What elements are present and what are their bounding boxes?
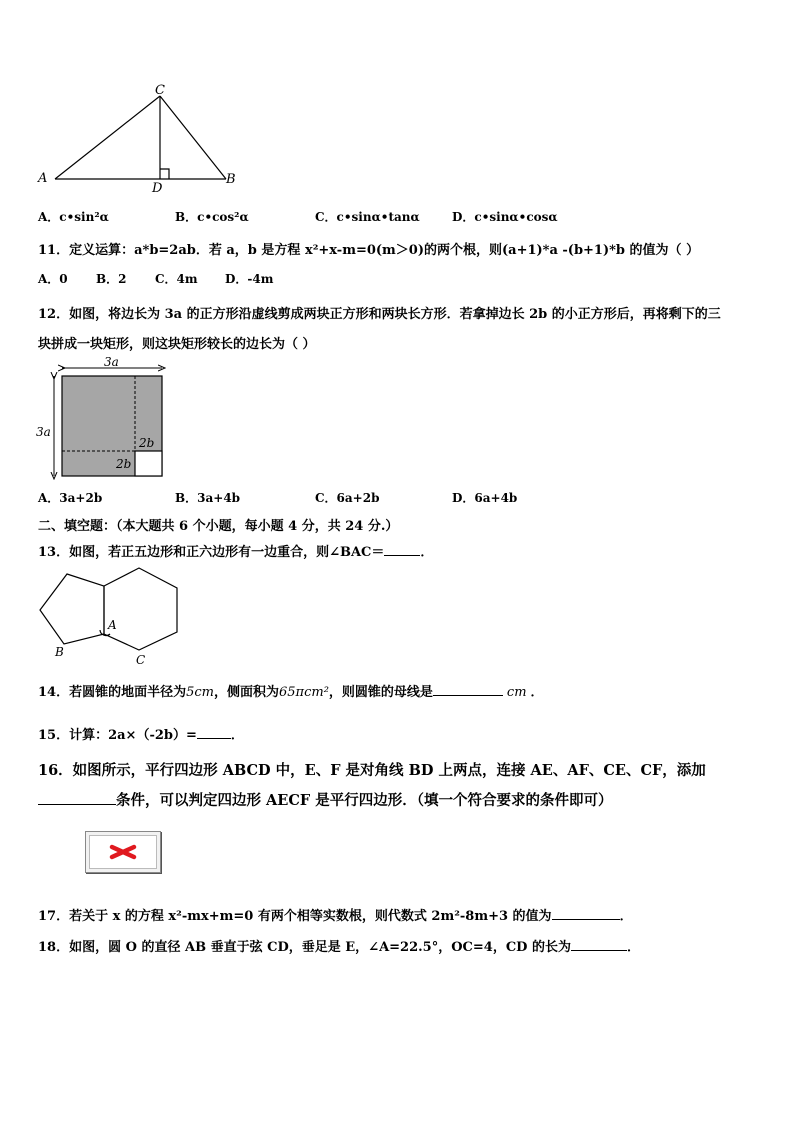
- inner-bottom-label: 2b: [116, 457, 132, 471]
- choice-c[interactable]: C．c•sinα•tanα: [315, 210, 420, 224]
- section-heading: 二、填空题：（本大题共 6 个小题，每小题 4 分，共 24 分.）: [38, 519, 399, 534]
- choice-a[interactable]: A．3a+2b: [38, 491, 103, 505]
- choice-d[interactable]: D．c•sinα•cosα: [452, 210, 558, 224]
- q16-text: 条件，可以判定四边形 AECF 是平行四边形．（填一个符合要求的条件即可）: [116, 792, 613, 809]
- choice-c[interactable]: C．6a+2b: [315, 491, 380, 505]
- label-B: B: [55, 645, 64, 659]
- q12-line2: 块拼成一块矩形，则这块矩形较长的边长为（ ）: [38, 337, 316, 352]
- q14-line: [38, 681, 544, 700]
- answer-blank[interactable]: [433, 683, 503, 696]
- answer-blank[interactable]: [571, 938, 627, 951]
- choice-a[interactable]: A．c•sin²α: [38, 210, 109, 224]
- choice-b[interactable]: B．3a+4b: [175, 491, 241, 505]
- choice-a[interactable]: A．0: [38, 272, 68, 286]
- q15-text: 15．计算：2a×（-2b）=: [38, 728, 197, 743]
- q11-text: 11．定义运算：a*b=2ab．若 a，b 是方程 x²+x-m=0(m＞0)的两个根，则(a+1)*a -(b+1)*b 的值为（ ）: [38, 243, 700, 258]
- label-B: B: [226, 172, 236, 187]
- q17-text: 17．若关于 x 的方程 x²-mx+m=0 有两个相等实数根，则代数式 2m²-8m+3 的值为: [38, 909, 552, 924]
- q11-choices: [38, 270, 638, 288]
- choice-d[interactable]: D．-4m: [225, 272, 274, 286]
- q13-end: ．: [420, 545, 434, 560]
- answer-blank[interactable]: [38, 792, 116, 805]
- q14-post: ，则圆锥的母线是: [328, 685, 433, 700]
- top-label: 3a: [104, 355, 119, 369]
- q12-choices: [38, 489, 638, 507]
- label-A: A: [38, 171, 48, 186]
- choice-b[interactable]: B．c•cos²α: [175, 210, 249, 224]
- label-A: A: [108, 618, 117, 632]
- choice-b[interactable]: B．2: [96, 272, 127, 286]
- q15-end: ．: [230, 728, 244, 743]
- q13-text: 13．如图，若正五边形和正六边形有一边重合，则∠BAC＝: [38, 545, 385, 560]
- unit: cm: [506, 685, 527, 700]
- q16-line2: [38, 789, 612, 810]
- q10-choices: [38, 208, 638, 226]
- q18-text: 18．如图，圆 O 的直径 AB 垂直于弦 CD，垂足是 E，∠A=22.5°，OC=4，CD 的长为: [38, 940, 571, 955]
- label-C: C: [155, 83, 165, 98]
- inner-right-label: 2b: [139, 436, 155, 450]
- q14-end: ．: [530, 685, 544, 700]
- radius-value: 5cm: [186, 685, 214, 700]
- answer-blank[interactable]: [384, 543, 420, 556]
- q12-line1: 12．如图，将边长为 3a 的正方形沿虚线剪成两块正方形和两块长方形．若拿掉边长 2b 的小正方形后，再将剩下的三: [38, 307, 721, 322]
- polygons-figure: [34, 560, 184, 670]
- q17-line: [38, 905, 633, 924]
- q18-end: ．: [626, 940, 640, 955]
- answer-blank[interactable]: [197, 726, 231, 739]
- q15-line: [38, 724, 244, 743]
- label-D: D: [152, 181, 163, 196]
- area-value: 65πcm²: [279, 685, 329, 700]
- q14-pre: 14．若圆锥的地面半径为: [38, 685, 187, 700]
- square-figure: [34, 354, 170, 480]
- choice-c[interactable]: C．4m: [155, 272, 198, 286]
- q17-end: ．: [619, 909, 633, 924]
- left-label: 3a: [36, 425, 51, 439]
- label-C: C: [136, 653, 146, 667]
- q13-line: [38, 541, 433, 560]
- q14-mid: ，侧面积为: [213, 685, 279, 700]
- q16-line1: 16．如图所示，平行四边形 ABCD 中，E、F 是对角线 BD 上两点，连接 AE、AF、CE、CF，添加: [38, 762, 706, 779]
- answer-blank[interactable]: [552, 907, 620, 920]
- triangle-figure: [36, 82, 246, 196]
- q18-line: [38, 936, 640, 955]
- broken-image-icon: [85, 831, 161, 873]
- choice-d[interactable]: D．6a+4b: [452, 491, 518, 505]
